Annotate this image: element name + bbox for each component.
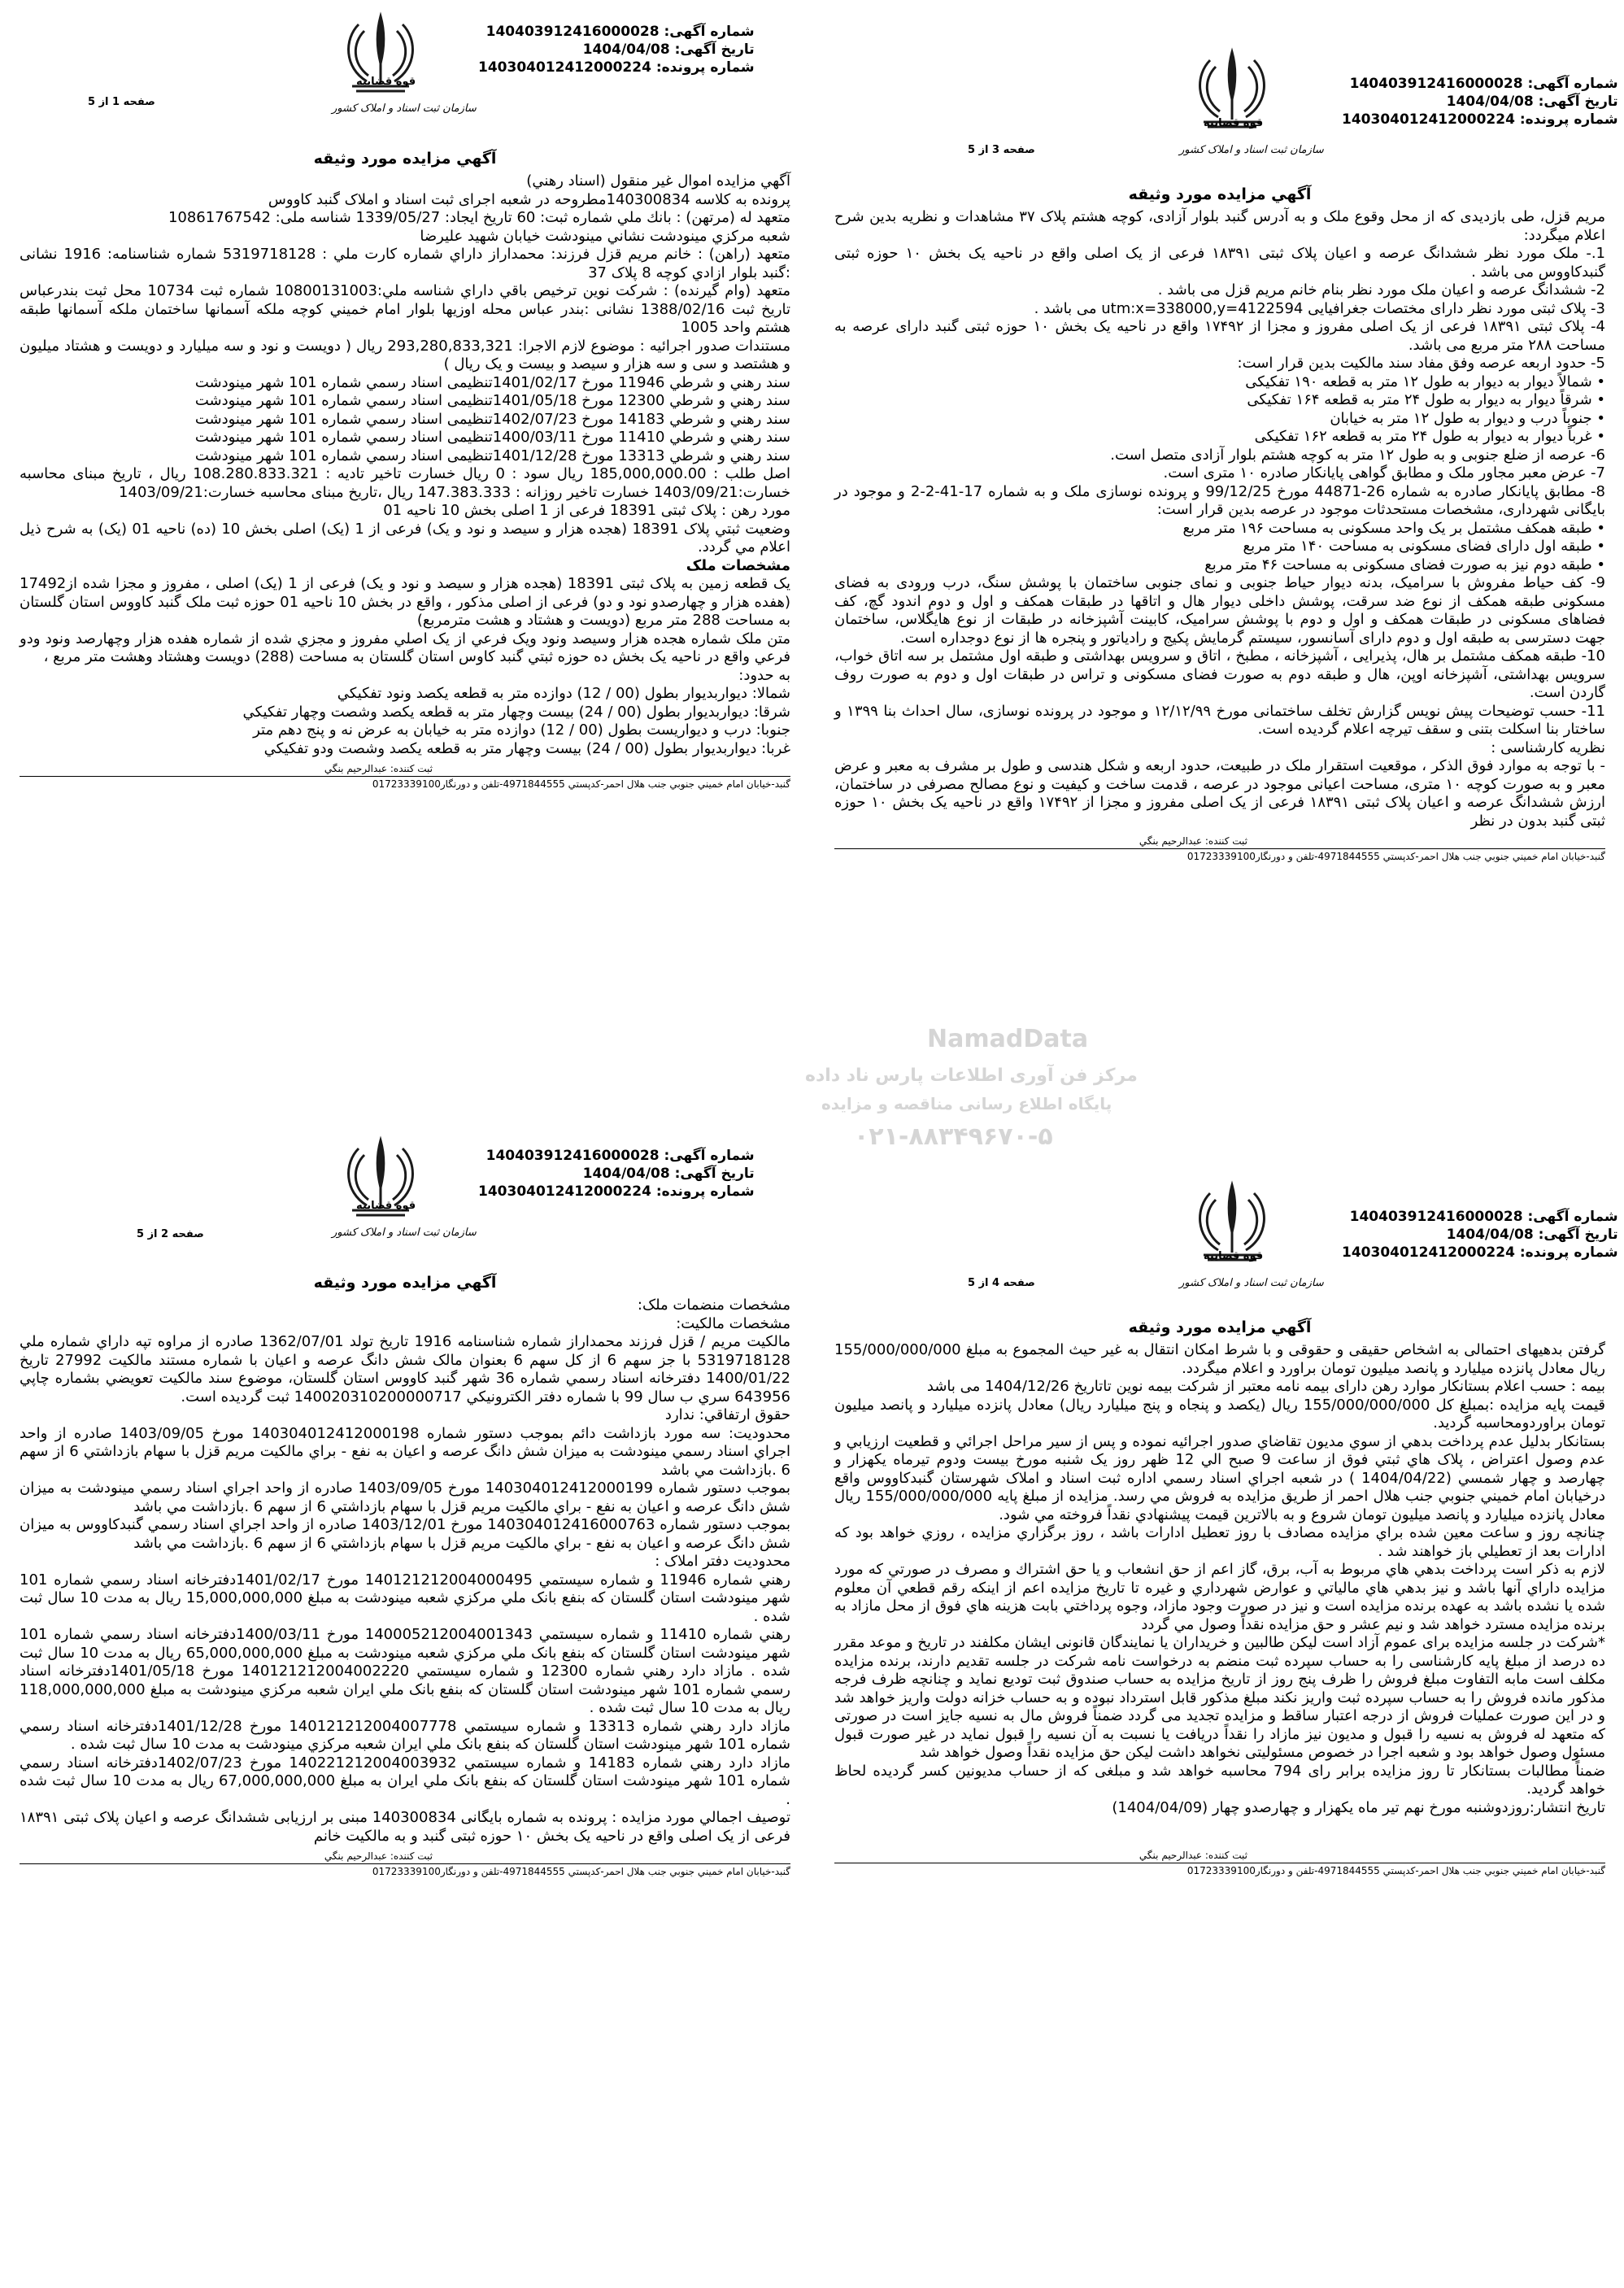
body-line: مشخصات مالكيت:: [676, 1314, 790, 1332]
body-line: سند رهني و شرطي 11410 مورخ 1400/03/11تنظيمی اسناد رسمي شماره 101 شهر مينودشت: [194, 429, 790, 446]
body-line: • طبقه همکف مشتمل بر یک واحد مسکونی به مساحت ۱۹۶ متر مربع: [1182, 519, 1605, 537]
iran-emblem-icon: [328, 1131, 433, 1236]
body-line: بیمه : حسب اعلام بستانکار موارد رهن دارای بیمه نامه معتبر از شرکت بیمه نوین تاتاریخ 1404/12/26 می باشد: [926, 1378, 1605, 1395]
notice-body: [7, 172, 803, 758]
notice-meta: [478, 23, 755, 76]
spec-line: جنوبا: درب و ديواريست بطول (00 / 12) دوازده متر به خيابان به عرض نه و پنج دهم متر: [253, 721, 790, 739]
body-line: • جنوباً درب و دیوار به طول ۱۲ متر به خیابان: [1330, 409, 1605, 427]
judiciary-label: قوه قضاییه: [1204, 117, 1264, 129]
notice-page-2: [7, 1131, 803, 2273]
body-line: • طبقه اول دارای فضای مسکونی به مساحت ۱۴۰ متر مربع: [1243, 538, 1605, 555]
watermark-line1: مرکز فن آوری اطلاعات پارس ناد داده: [805, 1066, 1138, 1086]
body-line: محدوديت دفتر املاک :: [655, 1553, 790, 1570]
body-line: مالکيت مريم / قزل فرزند محمداراز شماره شناسنامه 1916 تاريخ تولد 1362/07/01 صادره از مراوه تپه داراي شماره ملي 5319718128 با جز سهم 6 از کل سهم 6 بعنوان مالک شش دانگ عرصه و اعيان با شماره مستند مالکيت 27992 تاريخ 1400/01/22 دفترخانه اسناد رسمي شماره 36 شهر گنبد کاووس استان گلستان، موضوع سند مالكيت تعويضي بشماره چاپي 643956 سري ب سال 99 با شماره دفتر الكترونيكي 140020310200000717 ثبت گرديده است.: [20, 1333, 790, 1405]
body-line: متعهد (راهن) : خانم مريم قزل فرزند: محمداراز داراي شماره کارت ملي : 5319718128 شماره شناسنامه: 1916 نشانی :گنبد بلوار ازادي کوچه 8 پلاک 37: [20, 246, 790, 281]
body-line: *شرکت در جلسه مزایده برای عموم آزاد است لیکن طالبین و خریداران یا نمایندگان قانونی ایشان مکلفند در تاریخ و موعد مقرر ده درصد از مبلغ پایه کارشناسی را به حساب سپرده ثبت منضم به درخواست نامه شرکت در جلسه تقدیم دارند، برنده مزایده مکلف است مابه التفاوت مبلغ فروش را ظرف پنج روز از تاریخ مزایده به حساب صندوق ثبت تودیع نماید و چنانچه ظرف فرجه مذکور مانده فروش را به حساب سپرده ثبت واریز نکند مبلغ مذکور قابل استرداد نبوده و به حساب خزانه دولت واریز خواهد شد و در این صورت عملیات فروش از درجه اعتبار ساقط و مزایده تجدید می گردد ضمناً فروش مال به نسیه جایز است در صورتی که متعهد له فروش به نسیه را قبول و مدیون نیز مازاد را نقداً دریافت یا نسبت به آن نسیه را قبول نماید در غیر صورت قبول مسئول وصول خواهد بود و شعبه اجرا در خصوص مسئولیتی نخواهد داشت لیکن حق مزایده نقداً وصول خواهد شد: [834, 1634, 1605, 1761]
body-line: سند رهني و شرطي 14183 مورخ 1402/07/23تنظيمی اسناد رسمي شماره 101 شهر مينودشت: [194, 410, 790, 428]
notice-meta: [1342, 75, 1618, 129]
notice-meta: [478, 1147, 755, 1201]
body-line: • شرقاً دیوار به دیوار به طول ۲۴ متر به قطعه ۱۶۴ تفکیکی: [1247, 391, 1605, 408]
notice-body: [7, 1297, 803, 1846]
body-line: متعهد (وام گيرنده) : شرکت نوين ترخيص باقي داراي شناسه ملي:10800131003 شماره ثبت 10734 محل ثبت بندرعباس تاريخ ثبت 1388/02/16 نشانی :بندر عباس محله اوزيها بلوار امام خميني کوچه ملکه آسمانها ساختمان ملکه آسمانها طبقه هشتم واحد 1005: [20, 282, 790, 336]
office-address: گنبد-خيابان امام خميني جنوبي جنب هلال احمر-کدپستي 4971844555-تلفن و دورنگار01723339100: [20, 776, 790, 790]
ad-number: شماره آگهی: 140403912416000028: [1349, 76, 1618, 92]
spec-line: به حدود:: [738, 666, 790, 684]
emblem: [328, 1131, 433, 1236]
body-line: • غرباً دیوار به دیوار به طول ۲۴ متر به قطعه ۱۶۲ تفکیکی: [1254, 428, 1605, 445]
spec-line: شمالا: ديواربديوار بطول (00 / 12) دوازده متر به قطعه يکصد ونود تفکيکي: [337, 685, 790, 702]
page-header: [821, 42, 1618, 181]
ad-date: تاریخ آگهی: 1404/04/08: [1446, 1227, 1618, 1243]
body-line: مریم قزل، طی بازدیدی که از محل وقوع ملک و به آدرس گنبد بلوار آزادی، کوچه هشتم پلاک ۳۷ مشاهدات و نظریه بدین شرح اعلام میگردد:: [834, 208, 1605, 244]
notice-title: آگهي مزايده مورد وثيقه: [1128, 185, 1312, 203]
body-line: متعهد له (مرتهن) : بانك ملي شماره ثبت: 60 تاريخ ايجاد: 1339/05/27 شناسه ملی: 10861767542: [168, 209, 790, 226]
ad-number: شماره آگهی: 140403912416000028: [485, 24, 755, 40]
body-line: ضمناً مطالبات بستانکار تا روز مزایده برابر رای 794 محاسبه خواهد شد و مبلغی که از حساب مدیونین کسر گردیده لحاظ خواهد گردید.: [834, 1762, 1605, 1798]
body-line: اصل طلب : 185,000,000.00 ريال سود : 0 ريال خسارت تاخير تاديه : 108.280.833.321 ريال ، تاریخ مبنای محاسبه خسارت:1403/09/21 خسارت تاخير روزانه : 147.383.333 ريال ،تاریخ مبنای محاسبه خسارت:1403/09/21: [20, 465, 790, 501]
body-line: • شمالاً دیوار به دیوار به طول ۱۲ متر به قطعه ۱۹۰ تفکیکی: [1245, 373, 1605, 390]
body-line: گرفتن بدهیهای احتمالی به اشخاص حقیقی و حقوقی و با شرط امکان انتقال به غیر حیث المجموع به مبلغ 155/000/000/000 ریال معادل پانزده میلیارد و پانصد میلیون تومان براورد و اعلام میگردد.: [834, 1341, 1605, 1377]
body-line: مازاد دارد رهني شماره 14183 و شماره سيستمي 140221212004003932 مورخ 1402/07/23دفترخانه اسناد رسمي شماره 101 شهر مينودشت استان گلستان که بنفع بانک ملي ايران به مبلغ 67,000,000,000 ريال به مدت 10 سال ثبت شده .: [20, 1754, 790, 1808]
ad-date: تاریخ آگهی: 1404/04/08: [1446, 94, 1618, 110]
body-line: نظریه کارشناسی :: [1491, 739, 1605, 756]
body-line: 10- طبقه همکف مشتمل بر هال، پذیرایی ، آشپزخانه ، مطبخ ، اتاق و سرویس بهداشتی و طبقه اول مشتمل بر سه اتاق خواب، سرویس بهداشتی، آشپزخانه اوپن، هال و طبقه دوم به صورت فضای مسکونی و تراس در طبقات اول و دوم به صورت روف گاردن است.: [834, 647, 1605, 701]
office-address: گنبد-خيابان امام خميني جنوبي جنب هلال احمر-کدپستي 4971844555-تلفن و دورنگار01723339100: [834, 1863, 1605, 1876]
body-line: تاریخ انتشار:روزدوشنبه مورخ نهم تیر ماه یکهزار و چهارصدو چهار (1404/04/09): [1112, 1798, 1605, 1816]
body-line: مشخصات منضمات ملک:: [637, 1297, 790, 1314]
body-line: - با توجه به موارد فوق الذکر ، موقعیت استقرار ملک در طبیعت، حدود اربعه و شکل هندسی و طول بر مشرف به معبر و عرض معبر و به صورت کوچه ۱۰ متری، مساحت اعیانی موجود در عرصه ، قدمت ساخت و کیفیت و نوع مصالح مصرفی در ساختمان، ارزش ششدانگ عرصه و اعیان پلاک ثبتی ۱۸۳۹۱ فرعی از یک اصلی مفروز و مجزا از ۱۷۴۹۲ واقع در ناحیه یک بخش ۱۰ حوزه ثبتی گنبد بدون در نظر: [834, 757, 1605, 830]
page-number: صفحه 4 از 5: [968, 1277, 1035, 1289]
body-line: 7- عرض معبر مجاور ملک و مطابق گواهی پایانکار صادره ۱۰ متری است.: [1163, 464, 1605, 482]
notice-meta: [1342, 1208, 1618, 1262]
spec-line: غربا: ديواربديوار بطول (00 / 24) بيست وچهار متر به قطعه يکصد وشصت ودو تفکيکي: [263, 739, 790, 757]
notice-body: [821, 1341, 1618, 1817]
spec-line: يک قطعه زمين به پلاک ثبتی 18391 (هجده هزار و سيصد و نود و يک) فرعی از 1 (يک) اصلی ، مفروز و مجزا شده از17492 (هفده هزار و چهارصدو نود و دو) فرعی از اصلی مذکور ، واقع در بخش 10 ناحيه 01 حوزه ثبت ملک گنبد کاووس استان گلستان به مساحت 288 متر مربع (دويست و هشتاد و هشت مترمربع): [20, 575, 790, 629]
body-line: چنانچه روز و ساعت معين شده براي مزايده مصادف با روز تعطيل ادارات باشد ، روز برگزاري مزايده ، روزي خواهد بود كه ادارات بعد از تعطيلي باز خواهند شد .: [834, 1524, 1605, 1560]
body-line: سند رهني و شرطي 11946 مورخ 1401/02/17تنظيمی اسناد رسمي شماره 101 شهر مينودشت: [194, 373, 790, 391]
body-line: رهني شماره 11410 و شماره سيستمي 140005212004001343 مورخ 1400/03/11دفترخانه اسناد رسمي شماره 101 شهر مينودشت استان گلستان که بنفع بانک ملي مرکزي شعبه مينودشت به مبلغ 65,000,000,000 ريال به مدت 10 سال ثبت شده . مازاد دارد رهني شماره 12300 و شماره سيستمي 140121212004002220 مورخ 1401/05/18دفترخانه اسناد رسمي شماره 101 شهر مينودشت استان گلستان که بنفع بانک ملي ايران شعبه مرکزي مينودشت به مبلغ 118,000,000,000 ريال به مدت 10 سال ثبت شده .: [20, 1626, 790, 1716]
body-line: 1.- ملک مورد نظر ششدانگ عرصه و اعیان پلاک ثبتی ۱۸۳۹۱ فرعی از یک اصلی واقع در ناحیه یک بخش ۱۰ حوزه ثبتی گنبدکاووس می باشد .: [834, 245, 1605, 281]
notice-page-1: [7, 7, 803, 1092]
judiciary-label: قوه قضاییه: [356, 76, 416, 88]
body-line: مستندات صدور اجرائيه : موضوع لازم الاجرا: 293,280,833,321 ريال ( دویست و نود و سه میلیارد و دویست و هشتاد میلیون و هشتصد و سی و سه هزار و سیصد و بیست و یک ریال ): [20, 337, 790, 373]
body-line: 3- پلاک ثبتی مورد نظر دارای مختصات جغرافیایی utm:x=338000,y=4122594 می باشد .: [1034, 299, 1605, 317]
spec-line: شرقا: ديواربديوار بطول (00 / 24) بيست وچهار متر به قطعه يکصد وشصت وچهار تفکيکي: [242, 703, 790, 721]
file-number: شماره پرونده: 140304012412000224: [1342, 111, 1618, 128]
org-name: سازمان ثبت اسناد و املاک کشور: [1179, 1277, 1324, 1289]
body-line: مورد رهن : پلاک ثبتی 18391 فرعی از 1 اصلی بخش 10 ناحيه 01: [383, 502, 790, 519]
body-line: 4- پلاک ثبتی ۱۸۳۹۱ فرعی از یک اصلی مفروز و مجزا از ۱۷۴۹۲ واقع در ناحیه یک بخش ۱۰ حوزه ثبتی گنبد دارای عرصه به مساحت ۲۸۸ متر مربع می باشد.: [834, 318, 1605, 354]
signer: ثبت کننده: عبدالرحيم بنگي: [324, 1850, 433, 1862]
emblem: [328, 7, 433, 112]
file-number: شماره پرونده: 140304012412000224: [478, 59, 755, 76]
watermark-brand: NamadData: [927, 1025, 1089, 1053]
body-line: 5- حدود اربعه عرصه وفق مفاد سند مالکیت بدین قرار است:: [1237, 355, 1605, 372]
ad-number: شماره آگهی: 140403912416000028: [1349, 1209, 1618, 1225]
page-footer: [7, 763, 803, 790]
page-footer: [821, 1850, 1618, 1876]
office-address: گنبد-خيابان امام خميني جنوبي جنب هلال احمر-کدپستي 4971844555-تلفن و دورنگار01723339100: [20, 1863, 790, 1877]
watermark: [789, 944, 1293, 1212]
page-header: [7, 7, 803, 145]
body-line: 6- عرصه از ضلع جنوبی و به طول ۱۲ متر به کوچه هشتم بلوار آزادی متصل است.: [1110, 446, 1605, 464]
file-number: شماره پرونده: 140304012412000224: [1342, 1244, 1618, 1261]
body-line: سند رهني و شرطي 13313 مورخ 1401/12/28تنظيمی اسناد رسمي شماره 101 شهر مينودشت: [194, 447, 790, 464]
judiciary-label: قوه قضاییه: [1204, 1250, 1264, 1262]
ad-date: تاریخ آگهی: 1404/04/08: [582, 1166, 755, 1182]
page-footer: [821, 835, 1618, 862]
page-number: صفحه 1 از 5: [88, 96, 155, 108]
body-line: سند رهني و شرطي 12300 مورخ 1401/05/18تنظيمی اسناد رسمي شماره 101 شهر مينودشت: [194, 392, 790, 409]
body-line: شعبه مرکزي مينودشت نشاني مينودشت خيابان شهيد عليرضا: [420, 227, 790, 245]
iran-emblem-icon: [1179, 42, 1285, 148]
notice-page-3: [821, 42, 1618, 1067]
page-header: [7, 1131, 803, 1269]
notice-page-4: [821, 1175, 1618, 2249]
signer: ثبت کننده: عبدالرحيم بنگي: [324, 763, 433, 774]
ad-number: شماره آگهی: 140403912416000028: [485, 1148, 755, 1164]
emblem: [1179, 42, 1285, 148]
org-name: سازمان ثبت اسناد و املاک کشور: [332, 1227, 477, 1239]
ad-date: تاریخ آگهی: 1404/04/08: [582, 41, 755, 58]
body-line: محدوديت: سه مورد بازداشت دائم بموجب دستور شماره 140304012412000198 مورخ 1403/09/05 صادره از واحد اجراي اسناد رسمي مينودشت به ميزان شش دانگ عرصه و اعيان به نفع - براي مالکيت مريم قزل با سهام بازداشتي 6 از سهم 6 .بازداشت مي باشد: [20, 1424, 790, 1479]
watermark-phone: ۰۲۱-۸۸۳۴۹۶۷۰-۵: [854, 1122, 1053, 1151]
iran-emblem-icon: [328, 7, 433, 112]
body-line: 11- حسب توضیحات پیش نویس گزارش تخلف ساختمانی مورخ ۱۲/۱۲/۹۹ و موجود در پرونده نوسازی، سال احداث بنا ۱۳۹۹ و ساختار بنا اسکلت بتنی و سقف تیرچه اعلام گردیده است.: [834, 702, 1605, 738]
body-line: 2- ششدانگ عرصه و اعیان ملک مورد نظر بنام خانم مریم قزل می باشد .: [1157, 281, 1605, 299]
spec-line: متن ملک شماره هجده هزار وسيصد ونود ويک فرعي از يک اصلي مفروز و مجزي شده از شماره هفده هزار وچهارصد ونود ودو فرعي واقع در ناحيه يک بخش ده حوزه ثبتي گنبد کاوس استان گلستان به مساحت (288) دويست وهشتاد وهشت متر مربع ،: [20, 630, 790, 665]
notice-title: آگهي مزايده مورد وثيقه: [313, 1274, 497, 1292]
page-footer: [7, 1850, 803, 1877]
body-line: پرونده به کلاسه 140300834مطروحه در شعبه اجرای ثبت اسناد و املاک گنبد کاووس: [268, 190, 790, 208]
body-line: وضعيت ثبتي پلاک 18391 (هجده هزار و سيصد و نود و يک) فرعی از 1 (يک) اصلی بخش 10 (ده) ناحيه 01 (يک) به شرح ذيل اعلام مي گردد.: [20, 520, 791, 556]
body-line: بموجب دستور شماره 140304012416000763 مورخ 1403/12/01 صادره از واحد اجراي اسناد رسمي گنبدکاووس به ميزان شش دانگ عرصه و اعيان به نفع - براي مالکيت مريم قزل با سهام بازداشتي 6 از سهم 6 .بازداشت مي باشد: [20, 1516, 790, 1552]
org-name: سازمان ثبت اسناد و املاک کشور: [332, 102, 477, 115]
office-address: گنبد-خيابان امام خميني جنوبي جنب هلال احمر-کدپستي 4971844555-تلفن و دورنگار01723339100: [834, 848, 1605, 862]
body-line: 8- مطابق پایانکار صادره به شماره 26-44871 مورخ 99/12/25 و پرونده نوسازی ملک و به شماره 17-41-2-2 و موجود در بایگانی شهرداری، مشخصات مستحدثات موجود در عرصه بدین قرار است:: [834, 482, 1605, 518]
judiciary-label: قوه قضاییه: [356, 1200, 416, 1212]
org-name: سازمان ثبت اسناد و املاک کشور: [1179, 144, 1324, 156]
page-number: صفحه 3 از 5: [968, 144, 1035, 156]
page-number: صفحه 2 از 5: [137, 1228, 204, 1240]
notice-body: [821, 208, 1618, 830]
notice-title: آگهي مزايده مورد وثيقه: [1128, 1318, 1312, 1336]
signer: ثبت کننده: عبدالرحيم بنگي: [1139, 1850, 1247, 1861]
body-line: توصيف اجمالي مورد مزايده : پرونده به شماره بايگانی 140300834 مبنی بر ارزیابی ششدانگ عرصه و اعیان پلاک ثبتی ۱۸۳۹۱ فرعی از یک اصلی واقع در ناحیه یک بخش ۱۰ حوزه ثبتی گنبد و به مالکیت خانم: [20, 1809, 790, 1845]
body-line: قیمت پایه مزایده :بمبلغ کل 155/000/000/000 ريال (يکصد و پنجاه و پنج ميليارد ريال) معادل پانزده ميليارد و پانصد میلیون تومان براوردومحاسبه گردید.: [834, 1396, 1605, 1432]
file-number: شماره پرونده: 140304012412000224: [478, 1183, 755, 1200]
watermark-line2: پایگاه اطلاع رسانی مناقصه و مزایده: [821, 1094, 1112, 1113]
body-line: رهني شماره 11946 و شماره سيستمي 140121212004000495 مورخ 1401/02/17دفترخانه اسناد رسمي شماره 101 شهر مينودشت استان گلستان که بنفع بانک ملي مرکزي شعبه مينودشت به مبلغ 15,000,000,000 ريال به مدت 10 سال ثبت شده .: [20, 1571, 790, 1625]
body-line: لازم به ذكر است پرداخت بدهي هاي مربوط به آب، برق، گاز اعم از حق انشعاب و يا حق اشتراك و مصرف در صورتي كه مورد مزايده داراي آنها باشد و نيز بدهي هاي مالياتي و عوارض شهرداري و غيره تا تاريخ مزايده اعم از اينكه رقم قطعي آن معلوم شده يا نشده باشد به عهده برنده مزايده است و نيز در صورت وجود مازاد، وجوه پرداختي بابت هزينه هاي فوق از محل مازاد به برنده مزايده مسترد خواهد شد و نيم عشر و حق مزايده نقداً وصول مي گردد: [834, 1561, 1605, 1633]
notice-title: آگهي مزايده مورد وثيقه: [313, 150, 497, 168]
body-line: • طبقه دوم نیز به صورت فضای مسکونی به مساحت ۴۶ متر مربع: [1204, 556, 1605, 573]
body-line: بموجب دستور شماره 140304012412000199 مورخ 1403/09/05 صادره از واحد اجراي اسناد رسمي مينودشت به ميزان شش دانگ عرصه و اعيان به نفع - براي مالکيت مريم قزل با سهام بازداشتي 6 از سهم 6 .بازداشت مي باشد: [20, 1480, 790, 1515]
spec-heading: مشخصات ملک: [686, 556, 790, 574]
signer: ثبت کننده: عبدالرحيم بنگي: [1139, 835, 1247, 847]
body-line: مازاد دارد رهني شماره 13313 و شماره سيستمي 140121212004007778 مورخ 1401/12/28دفترخانه اسناد رسمي شماره 101 شهر مينودشت استان گلستان که بنفع بانک ملي ايران شعبه مرکزي مينودشت به مدت 10 سال ثبت شده .: [20, 1717, 790, 1753]
body-line: آگهي مزايده اموال غير منقول (اسناد رهني): [526, 172, 790, 190]
body-line: بستانکار بدليل عدم پرداخت بدهي از سوي مديون تقاضاي صدور اجرائيه نموده و پس از سير مراحل اجرائي و قطعيت ارزيابي و عدم وصول اعتراض ، پلاک هاي ثبتي فوق از ساعت 9 صبح الي 12 ظهر روز يک شنبه مورخ بيست ودوم تيرماه يکهزار و چهارصد و چهار شمسي (1404/04/22 ) در شعبه اجراي اسناد رسمي اداره ثبت اسناد و املاک شهرستان گنبدكاووس واقع درخیابان امام خميني جنوبي جنب هلال احمر از طريق مزايده به فروش مي رسد. مزايده از مبلغ پايه 155/000/000/000 ريال معادل پانزده ميليارد و پانصد ميليون تومان شروع و به بالاترين قيمت پيشنهادي نقداً فروخته مي شود.: [834, 1432, 1606, 1523]
body-line: 9- کف حیاط مفروش با سرامیک، بدنه دیوار حیاط جنوبی و نمای جنوبی ساختمان با پوشش سنگ، درب ورودی به فضای مسکونی طبقه همکف از نوع ضد سرقت، پوشش داخلی دیوار هال و اتاقها در طبقات همکف و اول و دوم اندود گچ، کف فضاهای مسکونی در طبقات همکف و اول و دوم با پوشش سرامیک، کابینت آشپزخانه در طبقات از نوع هایگلاس، ساختمان جهت دسترسی به طبقه اول و دوم دارای آسانسور، سیستم گرمایش پکیج و رادیاتور و پنجره ها از نوع دوجداره است.: [834, 574, 1605, 647]
body-line: حقوق ارتفاقي: ندارد: [664, 1406, 790, 1423]
